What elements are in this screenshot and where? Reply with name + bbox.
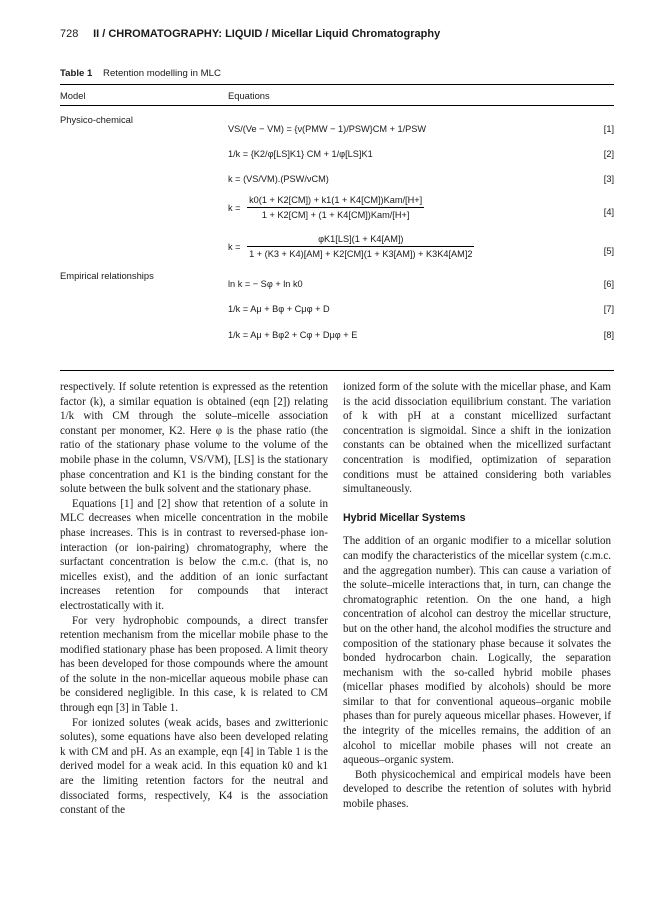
equation-fraction (247, 234, 474, 259)
section-heading: Hybrid Micellar Systems (343, 511, 466, 524)
equation-denominator: 1 + (K3 + K4)[AM] + K2[CM](1 + K3[AM]) + K3K4[AM]2 (249, 249, 473, 259)
paragraph: ionized form of the solute with the micellar phase, and Kam is the acid dissociation equilibrium constant. The variation of k with pH at a constant micellized surfactant concentration is sigmoidal. Since a shift in the ionization constants can be obtained when the micellized surfactant concentration is modified, optimization of separation conditions must be attained considering both variables simultaneously. (343, 381, 611, 496)
equation-text: 1/k = Aμ + Bφ2 + Cφ + Dμφ + E (228, 330, 358, 340)
paragraph: For ionized solutes (weak acids, bases and zwitterionic solutes), some equations have also been developed relating k with CM and pH. As an example, eqn [4] in Table 1 is the derived model for a weak acid. In this equation k0 and k1 are the limiting retention factors for the neutral and dissociated forms, respectively, K4 is the association constant of the (60, 716, 328, 817)
equation-6 (228, 279, 614, 289)
equation-text: ln k = − Sφ + ln k0 (228, 279, 303, 289)
equation-lhs: k = (228, 202, 241, 213)
equation-4 (228, 195, 614, 220)
equation-number: [3] (603, 174, 614, 184)
paragraph: Both physicochemical and empirical models have been developed to describe the retention of solutes with hybrid mobile phases. (343, 768, 611, 811)
equation-number: [8] (603, 330, 614, 340)
running-title: II / CHROMATOGRAPHY: LIQUID / Micellar Liquid Chromatography (93, 28, 441, 40)
equation-lhs: k = (228, 241, 241, 252)
table-caption (60, 68, 221, 79)
equation-2 (228, 149, 614, 159)
table-bottom-rule (60, 370, 614, 371)
equation-5 (228, 234, 614, 259)
equation-number: [5] (603, 246, 614, 256)
body-column-left (60, 380, 328, 818)
paragraph: Equations [1] and [2] show that retention of a solute in MLC decreases when micelle concentration in the mobile phase increases. This is in contrast to reversed-phase ion-interaction (or ion-pairing) chromatography, where the surfactant concentration is below the c.m.c. (that is, no micelles exist), and the addition of an ionic surfactant increases retention for compounds that interact electrostatically with it. (60, 497, 328, 612)
equation-3 (228, 174, 614, 184)
equation-number: [4] (603, 207, 614, 217)
column-header-equations: Equations (228, 90, 270, 101)
body-column-right (343, 380, 611, 812)
equation-number: [6] (603, 279, 614, 289)
equation-number: [2] (603, 149, 614, 159)
running-header (60, 28, 615, 40)
equation-8 (228, 330, 614, 340)
section-physico-chemical: Physico-chemical (60, 114, 133, 125)
equation-numerator: φK1[LS](1 + K4[AM]) (247, 234, 474, 247)
equation-denominator: 1 + K2[CM] + (1 + K4[CM])Kam/[H+] (261, 210, 410, 220)
section-empirical: Empirical relationships (60, 270, 154, 281)
equation-1 (228, 124, 614, 134)
table-top-rule (60, 84, 614, 85)
column-header-model: Model (60, 90, 86, 101)
equation-fraction (247, 195, 424, 220)
equation-text: VS/(Ve − VM) = {ν(PMW − 1)/PSW}CM + 1/PSW (228, 124, 427, 134)
table-caption-text: Retention modelling in MLC (103, 68, 221, 79)
paragraph: For very hydrophobic compounds, a direct transfer retention mechanism from the micellar mobile phase to the modified stationary phase has been proposed. A limit theory has been developed for those compounds where the amount of the solute in the non-micellar aqueous mobile phase can be considered negligible. In this case, k is related to CM through eqn [3] in Table 1. (60, 614, 328, 715)
equation-text: k = (VS/VM).(PSW/νCM) (228, 174, 329, 184)
table-header-rule (60, 105, 614, 106)
equation-number: [7] (603, 304, 614, 314)
equation-text: 1/k = Aμ + Bφ + Cμφ + D (228, 304, 330, 314)
page-number: 728 (60, 28, 79, 40)
equation-7 (228, 304, 614, 314)
paragraph: respectively. If solute retention is expressed as the retention factor (k), a similar equation is obtained (eqn [2]) relating 1/k with CM through the solute–micelle association constant per monomer, K2. Here φ is the phase ratio (the ratio of the stationary phase volume to the volume of the mobile phase in the column, VS/VM), [LS] is the stationary phase concentration and K1 is the binding constant for the solute between the bulk solvent and the stationary phase. (60, 381, 328, 496)
paragraph: The addition of an organic modifier to a micellar solution can modify the characteristics of the micellar system (c.m.c. and the aggregation number). This can cause a variation of the solute–micelle interactions that, in turn, can change the chromatographic retention. On the one hand, a high concentration of alcohol can destroy the micellar structure, but on the other hand, the alcohol modifies the structure and composition of the stationary phase because it solvates the bonded hydrocarbon chain. Logically, the separation mechanism with the so-called hybrid mobile phases (micellar phases modified by alcohols) should be more similar to that for conventional aqueous–organic mobile phases than for purely aqueous micellar phases. However, if the integrity of the micelles remains, the addition of an alcohol to micellar mobile phases will not create an aqueous–organic system. (343, 535, 611, 767)
equation-numerator: k0(1 + K2[CM]) + k1(1 + K4[CM])Kam/[H+] (247, 195, 424, 208)
table-label: Table 1 (60, 68, 93, 79)
equation-number: [1] (603, 124, 614, 134)
equation-text: 1/k = {K2/φ[LS]K1} CM + 1/φ[LS]K1 (228, 149, 373, 159)
